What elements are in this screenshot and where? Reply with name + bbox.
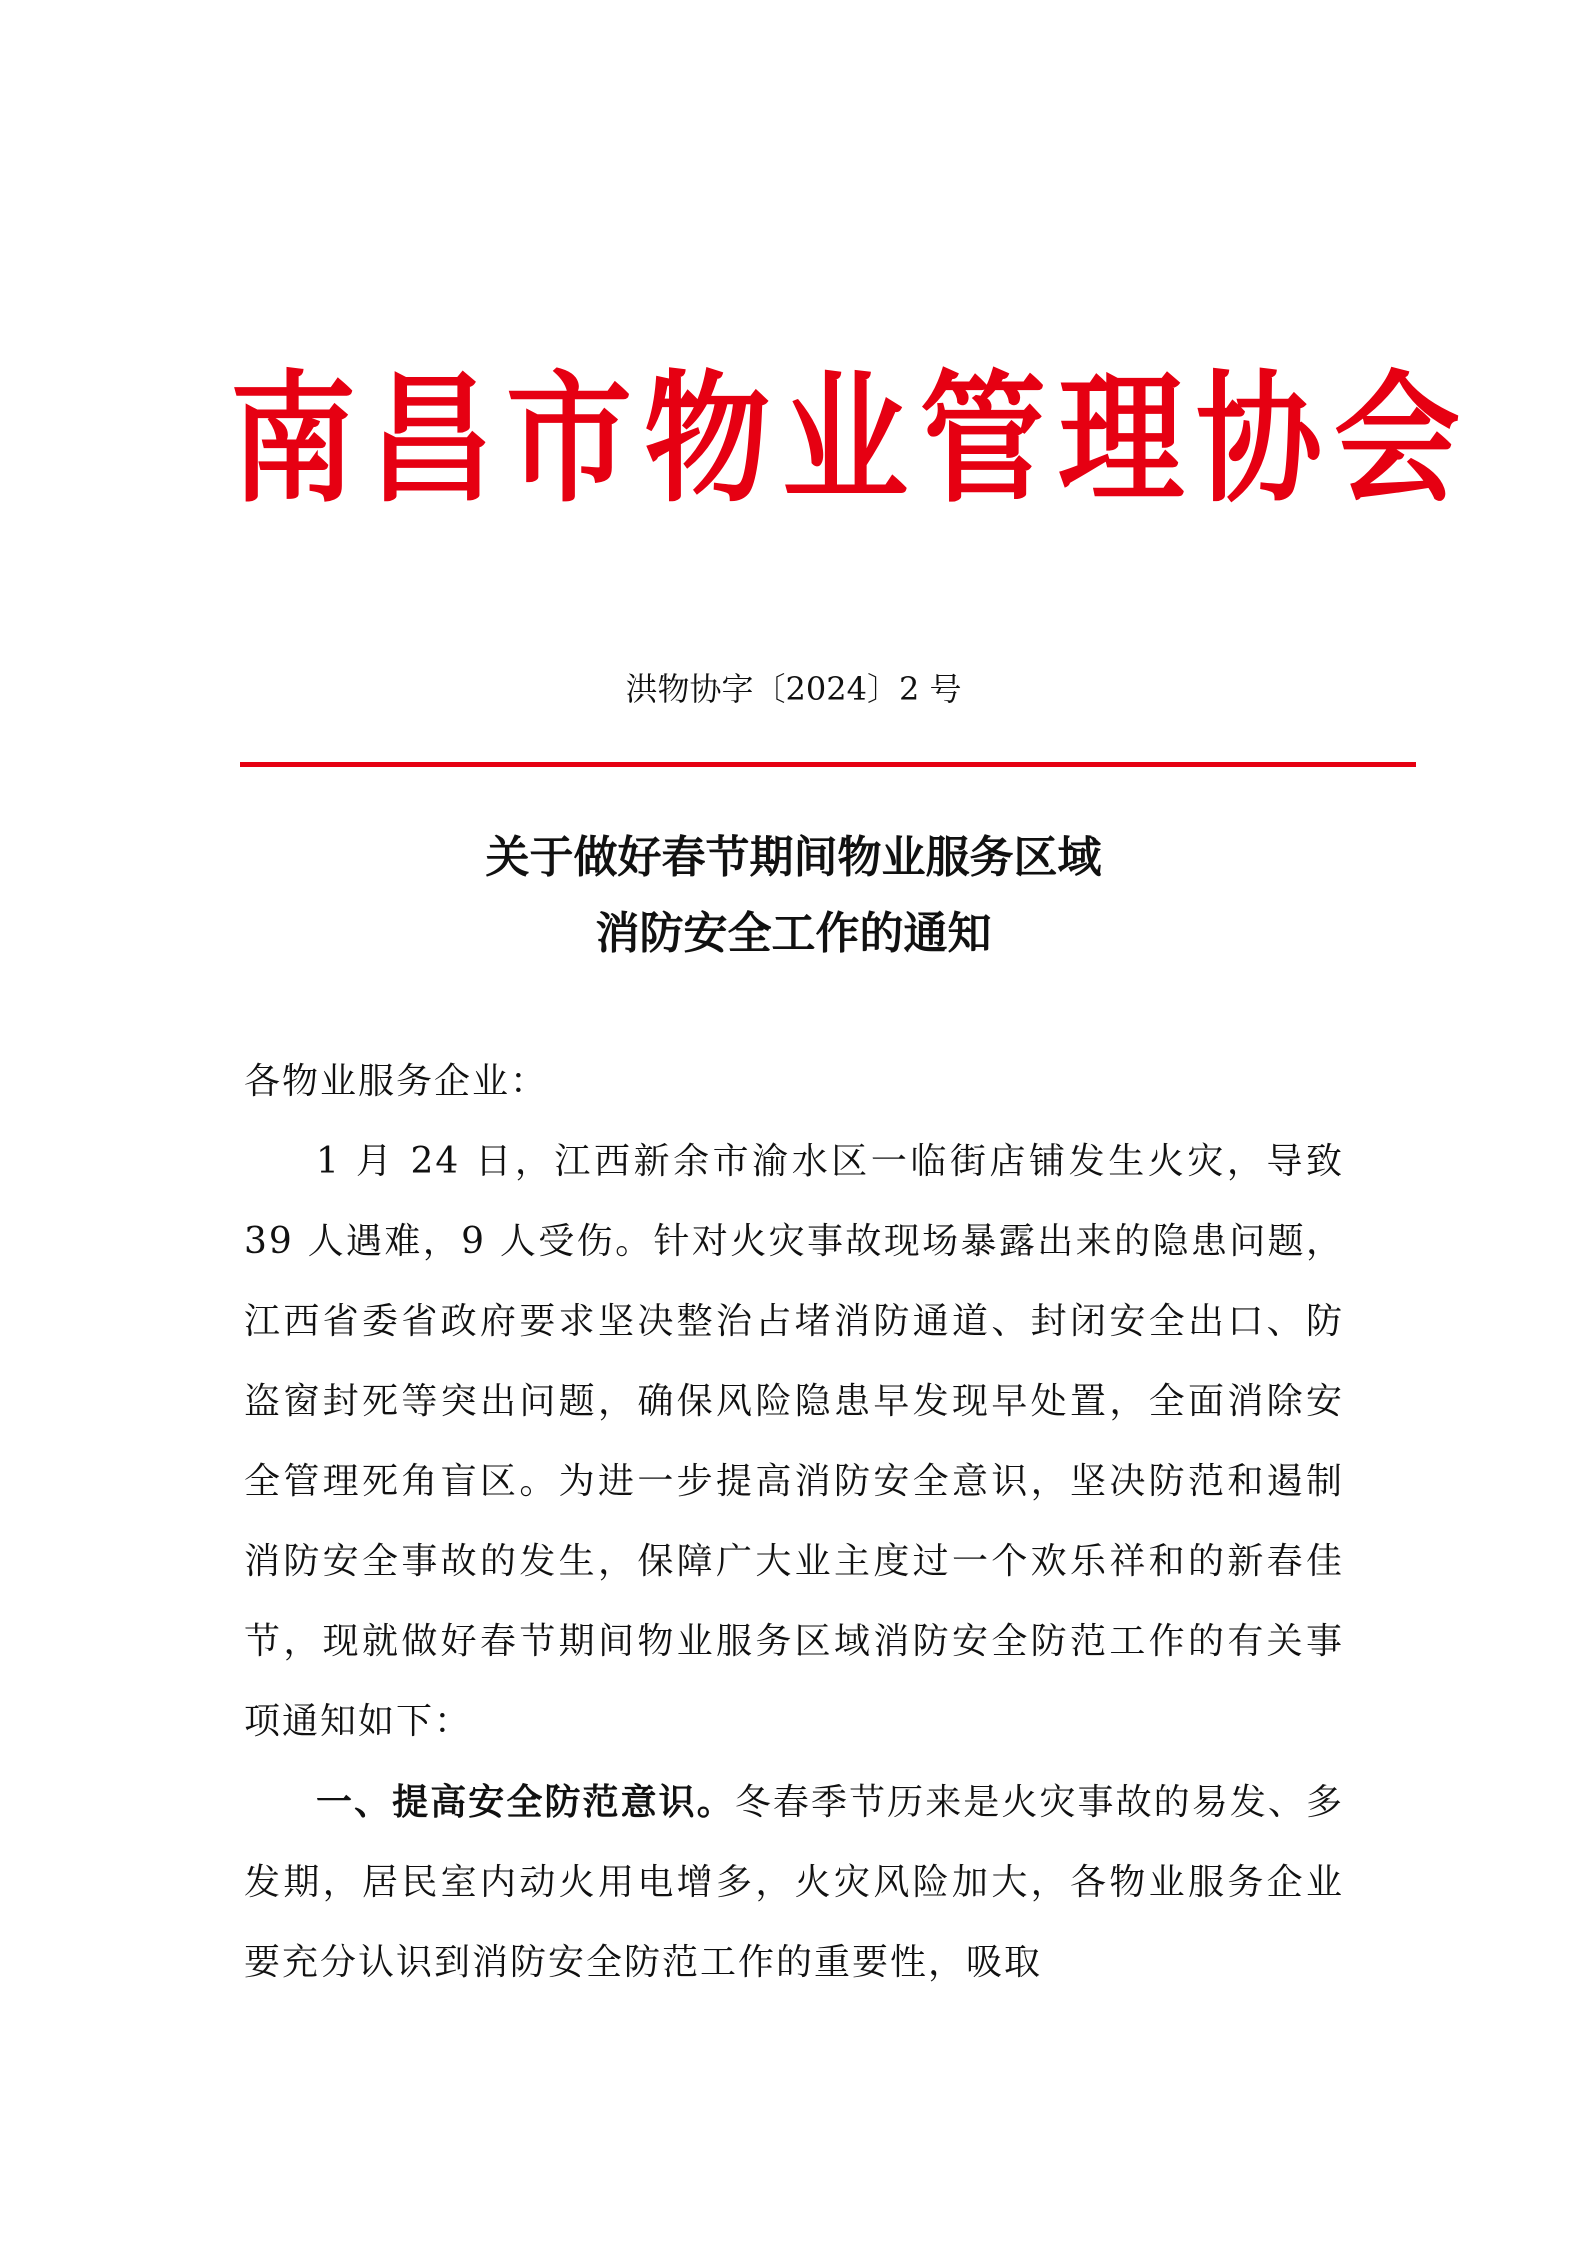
document-number: 洪物协字〔2024〕2 号 [625, 670, 962, 708]
notice-body [244, 1042, 1344, 2003]
section-1-text: 冬春季节历来是火灾事故的易发、多发期，居民室内动火用电增多，火灾风险加大，各物业服务企业要充分认识到消防安全防范工作的重要性，吸取 [244, 1782, 1344, 1983]
notice-title [0, 820, 1587, 972]
body-paragraph-2 [244, 1762, 1344, 2003]
notice-title-line-1: 关于做好春节期间物业服务区域 [485, 832, 1102, 883]
organization-masthead: 南昌市物业管理协会 [230, 357, 1472, 522]
red-divider-rule [240, 762, 1416, 767]
notice-title-line-2: 消防安全工作的通知 [595, 908, 992, 959]
section-1-heading: 一、提高安全防范意识。 [316, 1781, 735, 1823]
salutation: 各物业服务企业： [244, 1061, 549, 1102]
body-paragraph-1: 1 月 24 日，江西新余市渝水区一临街店铺发生火灾，导致 39 人遇难，9 人受伤。针对火灾事故现场暴露出来的隐患问题，江西省委省政府要求坚决整治占堵消防通道、封闭安全出口、防盗窗封死等突出问题，确保风险隐患早发现早处置，全面消除安全管理死角盲区。为进一步提高消防安全意识，坚决防范和遏制消防安全事故的发生，保障广大业主度过一个欢乐祥和的新春佳节，现就做好春节期间物业服务区域消防安全防范工作的有关事项通知如下： [244, 1141, 1344, 1742]
